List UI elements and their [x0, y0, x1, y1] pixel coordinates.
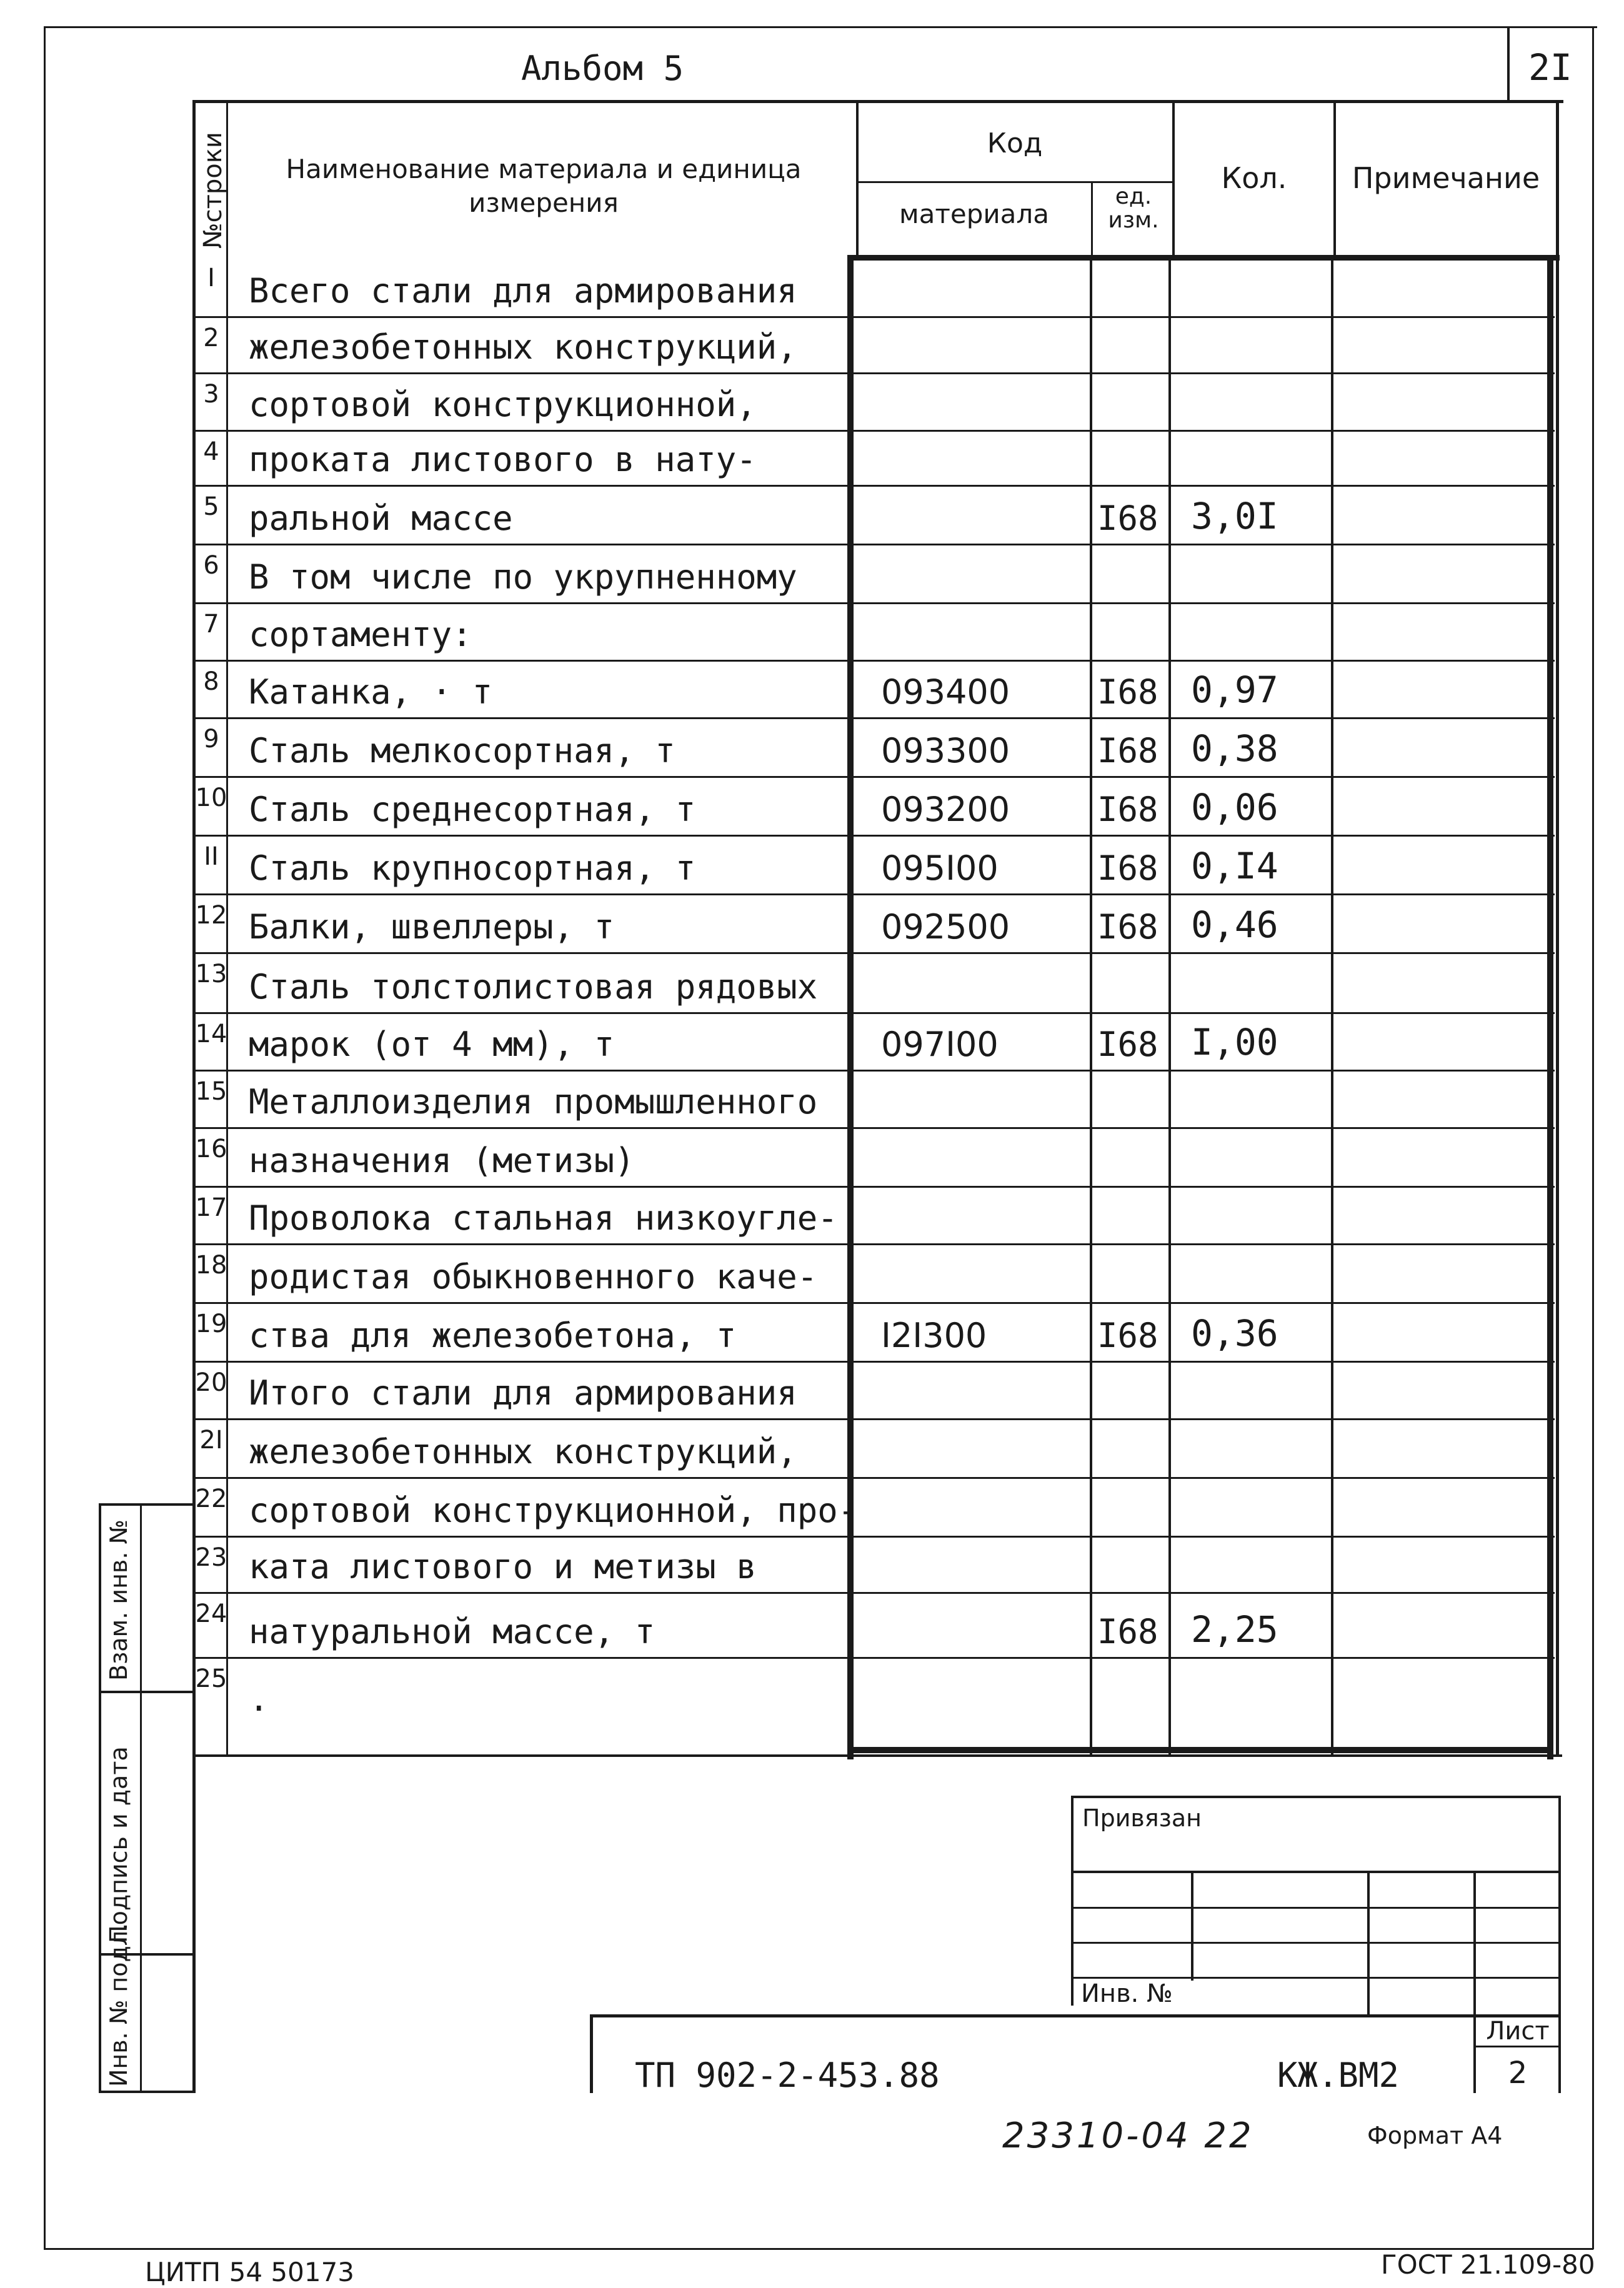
tb-grid-v2 [1367, 1871, 1370, 2016]
data-frame-bottom [847, 1747, 1553, 1753]
row-code: 095I00 [881, 848, 999, 888]
row-name: сортовой конструкционной, про- [249, 1491, 859, 1530]
row-separator [195, 1477, 1555, 1479]
row-separator [195, 1302, 1555, 1304]
row-number: 5 [203, 492, 219, 521]
tb-list-value: 2 [1508, 2056, 1528, 2091]
row-separator [195, 485, 1555, 487]
row-separator [195, 1657, 1555, 1659]
row-qty: 0,I4 [1191, 845, 1278, 887]
row-unit: I68 [1097, 1025, 1158, 1064]
row-separator [195, 430, 1555, 432]
col-code-split-header [1091, 181, 1093, 256]
tb-doc-mark: КЖ.ВМ2 [1277, 2056, 1400, 2095]
row-name: сортовой конструкционной, [249, 385, 757, 424]
tb-grid-v1 [1191, 1871, 1193, 1981]
row-code: 093300 [881, 731, 1010, 770]
row-number: 20 [195, 1368, 227, 1397]
tb-inv-no: Инв. № [1081, 1979, 1173, 2008]
row-separator [195, 316, 1555, 318]
tb-right [1558, 1796, 1561, 2093]
tb-list-sep [1475, 2046, 1560, 2047]
row-qty: I,00 [1191, 1021, 1278, 1063]
row-qty: 2,25 [1191, 1608, 1278, 1651]
row-number: 15 [195, 1077, 227, 1106]
row-number: 3 [203, 380, 219, 409]
side-stamp-bottom [100, 2091, 194, 2093]
side-stamp-left [99, 1503, 101, 2093]
row-separator [195, 776, 1555, 778]
page-number-box [1507, 26, 1510, 101]
row-number: 4 [203, 437, 219, 466]
row-name: проката листового в нату- [249, 440, 757, 479]
table-top [194, 100, 1563, 103]
row-name: Итого стали для армирования [249, 1373, 797, 1413]
row-separator [195, 1418, 1555, 1420]
row-name: В том числе по укрупненному [249, 557, 797, 597]
side-stamp-sep1 [100, 1691, 194, 1693]
side-stamp-vzam: Взам. инв. № [105, 1519, 132, 1681]
row-number: 2 [203, 324, 219, 352]
tb-grid-h4 [1072, 1977, 1560, 1979]
row-name: железобетонных конструкций, [249, 1432, 797, 1471]
row-number: 2I [199, 1426, 223, 1455]
tb-list-label: Лист [1486, 2017, 1550, 2046]
row-number: 7 [203, 610, 219, 639]
row-qty: 0,97 [1191, 669, 1278, 711]
row-separator [195, 835, 1555, 837]
row-number: 16 [195, 1135, 227, 1163]
row-separator [195, 893, 1555, 895]
row-number: 22 [195, 1485, 227, 1513]
row-qty: 0,38 [1191, 727, 1278, 770]
row-separator [195, 1592, 1555, 1594]
row-name: Катанка, · т [249, 672, 493, 712]
format-label: Формат А4 [1367, 2122, 1503, 2149]
row-unit: I68 [1097, 731, 1158, 770]
row-name: марок (от 4 мм), т [249, 1025, 615, 1064]
tb-privyazan-top [1072, 1796, 1560, 1798]
row-number: 19 [195, 1310, 227, 1338]
row-name: ката листового и метизы в [249, 1547, 757, 1586]
row-separator [195, 1127, 1555, 1129]
album-title: Альбом 5 [521, 49, 684, 88]
row-separator [195, 602, 1555, 604]
row-qty: 0,46 [1191, 903, 1278, 946]
row-separator [195, 1012, 1555, 1014]
row-unit: I68 [1097, 848, 1158, 888]
row-number: 17 [195, 1193, 227, 1222]
data-frame-left [847, 255, 854, 1759]
row-number: 12 [195, 901, 227, 930]
tb-grid-h3 [1072, 1942, 1560, 1944]
col-name-line-header [856, 100, 859, 256]
row-separator [195, 952, 1555, 954]
header-code-unit: ед. изм. [1108, 184, 1159, 233]
header-name: Наименование материала и единица измерения [286, 154, 802, 218]
row-separator [195, 1361, 1555, 1363]
row-separator [195, 544, 1555, 545]
row-number: 8 [203, 667, 219, 696]
col-qty-line [1331, 255, 1333, 1754]
row-unit: I68 [1097, 499, 1158, 538]
row-unit: I68 [1097, 790, 1158, 829]
data-frame-right [1547, 255, 1553, 1759]
tb-main-left [590, 2014, 593, 2093]
page-number: 2I [1528, 46, 1572, 89]
row-name: Балки, швеллеры, т [249, 907, 615, 947]
row-separator [195, 1186, 1555, 1188]
header-code: Код [987, 127, 1043, 159]
row-number: 14 [195, 1020, 227, 1048]
row-number: 24 [195, 1599, 227, 1628]
row-separator [195, 1070, 1555, 1072]
row-qty: 3,0I [1191, 495, 1278, 537]
header-row-no: №строки [199, 132, 227, 249]
table-right [1556, 100, 1559, 1756]
row-unit: I68 [1097, 907, 1158, 947]
row-number: 9 [203, 725, 219, 754]
row-qty: 0,36 [1191, 1312, 1278, 1355]
row-separator [195, 717, 1555, 719]
code-subheader-line [856, 181, 1175, 183]
row-separator [195, 660, 1555, 662]
col-code-split [1090, 255, 1092, 1754]
tb-doc-code: ТП 902-2-453.88 [635, 2056, 940, 2095]
row-name: ства для железобетона, т [249, 1316, 737, 1355]
row-name: родистая обыкновенного каче- [249, 1257, 818, 1296]
publisher: ЦИТП 54 50173 [145, 2257, 355, 2287]
side-stamp-mid [140, 1503, 142, 2093]
row-name: ральной массе [249, 499, 513, 538]
row-code: I2I300 [881, 1316, 987, 1355]
outer-frame-right [1592, 26, 1594, 2249]
header-note: Примечание [1352, 161, 1540, 195]
row-number: II [204, 842, 219, 871]
row-name: натуральной массе, т [249, 1612, 655, 1651]
row-name: сортаменту: [249, 615, 472, 654]
gost-label: ГОСТ 21.109-80 [1381, 2249, 1595, 2280]
row-number: 6 [203, 551, 219, 580]
tb-privyazan-left [1071, 1796, 1074, 2006]
table-bottom [194, 1754, 1562, 1757]
row-name: Сталь крупносортная, т [249, 848, 696, 888]
row-unit: I68 [1097, 1316, 1158, 1355]
row-name: Металлоизделия промышленного [249, 1082, 818, 1122]
col-unit-line [1168, 255, 1171, 1754]
data-frame-top [849, 255, 1560, 261]
tb-grid-h1 [1072, 1871, 1560, 1873]
row-separator [195, 1243, 1555, 1245]
row-number: 18 [195, 1251, 227, 1280]
row-name: Всего стали для армирования [249, 271, 797, 311]
row-name: Сталь мелкосортная, т [249, 731, 675, 770]
row-unit: I68 [1097, 1612, 1158, 1651]
row-number: 25 [195, 1664, 227, 1693]
row-number: 10 [195, 783, 227, 812]
row-name: железобетонных конструкций, [249, 327, 797, 367]
row-separator [195, 372, 1555, 374]
tb-main-top [591, 2014, 1560, 2017]
row-separator [195, 1536, 1555, 1538]
row-name: . [249, 1679, 269, 1719]
row-code: 097I00 [881, 1025, 999, 1064]
side-stamp-inv-podl: Инв. № подл. [105, 1922, 132, 2087]
row-number: 13 [195, 960, 227, 988]
row-name: назначения (метизы) [249, 1141, 635, 1180]
row-unit: I68 [1097, 672, 1158, 712]
header-code-material: материала [899, 199, 1049, 229]
row-name: Сталь среднесортная, т [249, 790, 696, 829]
row-name: Сталь толстолистовая рядовых [249, 967, 818, 1007]
row-name: Проволока стальная низкоугле- [249, 1198, 838, 1238]
outer-frame-bottom [44, 2248, 1593, 2250]
row-qty: 0,06 [1191, 786, 1278, 828]
row-number: 23 [195, 1543, 227, 1572]
row-code: 093200 [881, 790, 1010, 829]
outer-frame-left [44, 26, 46, 2249]
row-code: 092500 [881, 907, 1010, 947]
outer-frame-top [44, 26, 1597, 28]
tb-grid-h2 [1072, 1907, 1560, 1909]
tb-privyazan: Привязан [1082, 1804, 1202, 1832]
header-qty: Кол. [1221, 161, 1287, 195]
row-number: I [207, 264, 215, 292]
side-stamp-top [100, 1503, 194, 1506]
row-code: 093400 [881, 672, 1010, 712]
side-stamp-podpis: Подпись и дата [105, 1746, 132, 1943]
handwritten-number: 23310-04 22 [1002, 2116, 1254, 2156]
